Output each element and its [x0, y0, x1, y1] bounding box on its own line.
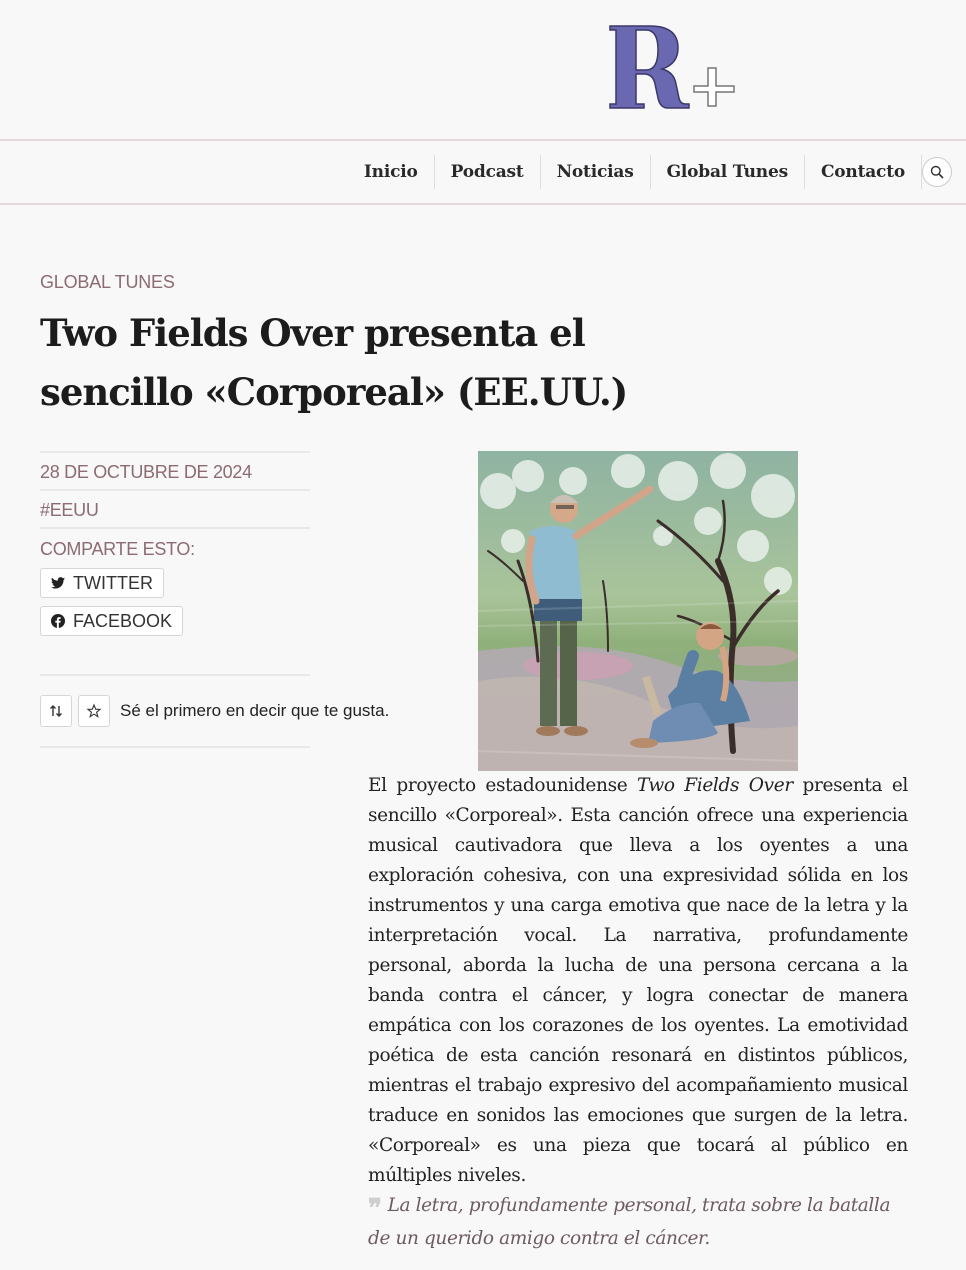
share-buttons [40, 560, 310, 676]
site-header [0, 0, 966, 140]
nav-item-global-tunes[interactable]: Global Tunes [651, 155, 805, 189]
reblog-button[interactable] [40, 695, 72, 727]
facebook-icon [51, 614, 65, 628]
share-facebook-label: FACEBOOK [73, 610, 173, 631]
search-button[interactable] [922, 157, 952, 187]
site-logo[interactable] [606, 18, 741, 114]
quote-text: La letra, profundamente personal, trata sobre la batalla de un querido amigo contra el cáncer. [368, 1195, 891, 1249]
nav-item-contacto[interactable]: Contacto [805, 155, 922, 189]
search-icon [930, 165, 944, 179]
like-row [40, 676, 390, 748]
article-body [368, 771, 908, 1191]
twitter-icon [51, 577, 65, 589]
article-title: Two Fields Over presenta el sencillo «Corporeal» (EE.UU.) [40, 311, 628, 414]
body-artist: Two Fields Over [637, 775, 793, 796]
share-facebook-button[interactable] [40, 606, 183, 636]
share-label: COMPARTE ESTO: [40, 527, 310, 560]
nav-item-noticias[interactable]: Noticias [541, 155, 651, 189]
nav-item-inicio[interactable]: Inicio [348, 155, 435, 189]
like-prompt[interactable]: Sé el primero en decir que te gusta. [120, 701, 390, 720]
main-nav [348, 155, 952, 189]
body-intro: El proyecto estadounidense [368, 775, 637, 796]
like-button[interactable] [78, 695, 110, 727]
share-twitter-label: TWITTER [73, 572, 153, 593]
article-meta [40, 451, 390, 748]
reblog-icon [49, 704, 63, 718]
nav-bar [0, 139, 966, 205]
article-image [478, 451, 798, 771]
article-tag[interactable]: #EEUU [40, 489, 310, 527]
article-category[interactable]: GLOBAL TUNES [40, 272, 175, 292]
article-quote [368, 1191, 908, 1254]
nav-item-podcast[interactable]: Podcast [435, 155, 541, 189]
share-twitter-button[interactable] [40, 568, 164, 598]
quote-icon: ❞ [368, 1194, 382, 1224]
body-rest: presenta el sencillo «Corporeal». Esta canción ofrece una experiencia musical cautivadora que lleva a los oyentes a una exploración cohesiva, con una expresividad sólida en los instrumentos y una carga emotiva que nace de la letra y la interpretación vocal. La narrativa, profundamente personal, aborda la lucha de una persona cercana a la banda contra el cáncer, y logra conectar de manera empática con los corazones de los oyentes. La emotividad poética de esta canción resonará en distintos públicos, mientras el trabajo expresivo del acompañamiento musical traduce en sonidos las emociones que surgen de la letra. «Corporeal» es una pieza que tocará al público en múltiples niveles. [368, 775, 908, 1186]
article-date: 28 DE OCTUBRE DE 2024 [40, 451, 310, 489]
star-icon [87, 704, 101, 718]
